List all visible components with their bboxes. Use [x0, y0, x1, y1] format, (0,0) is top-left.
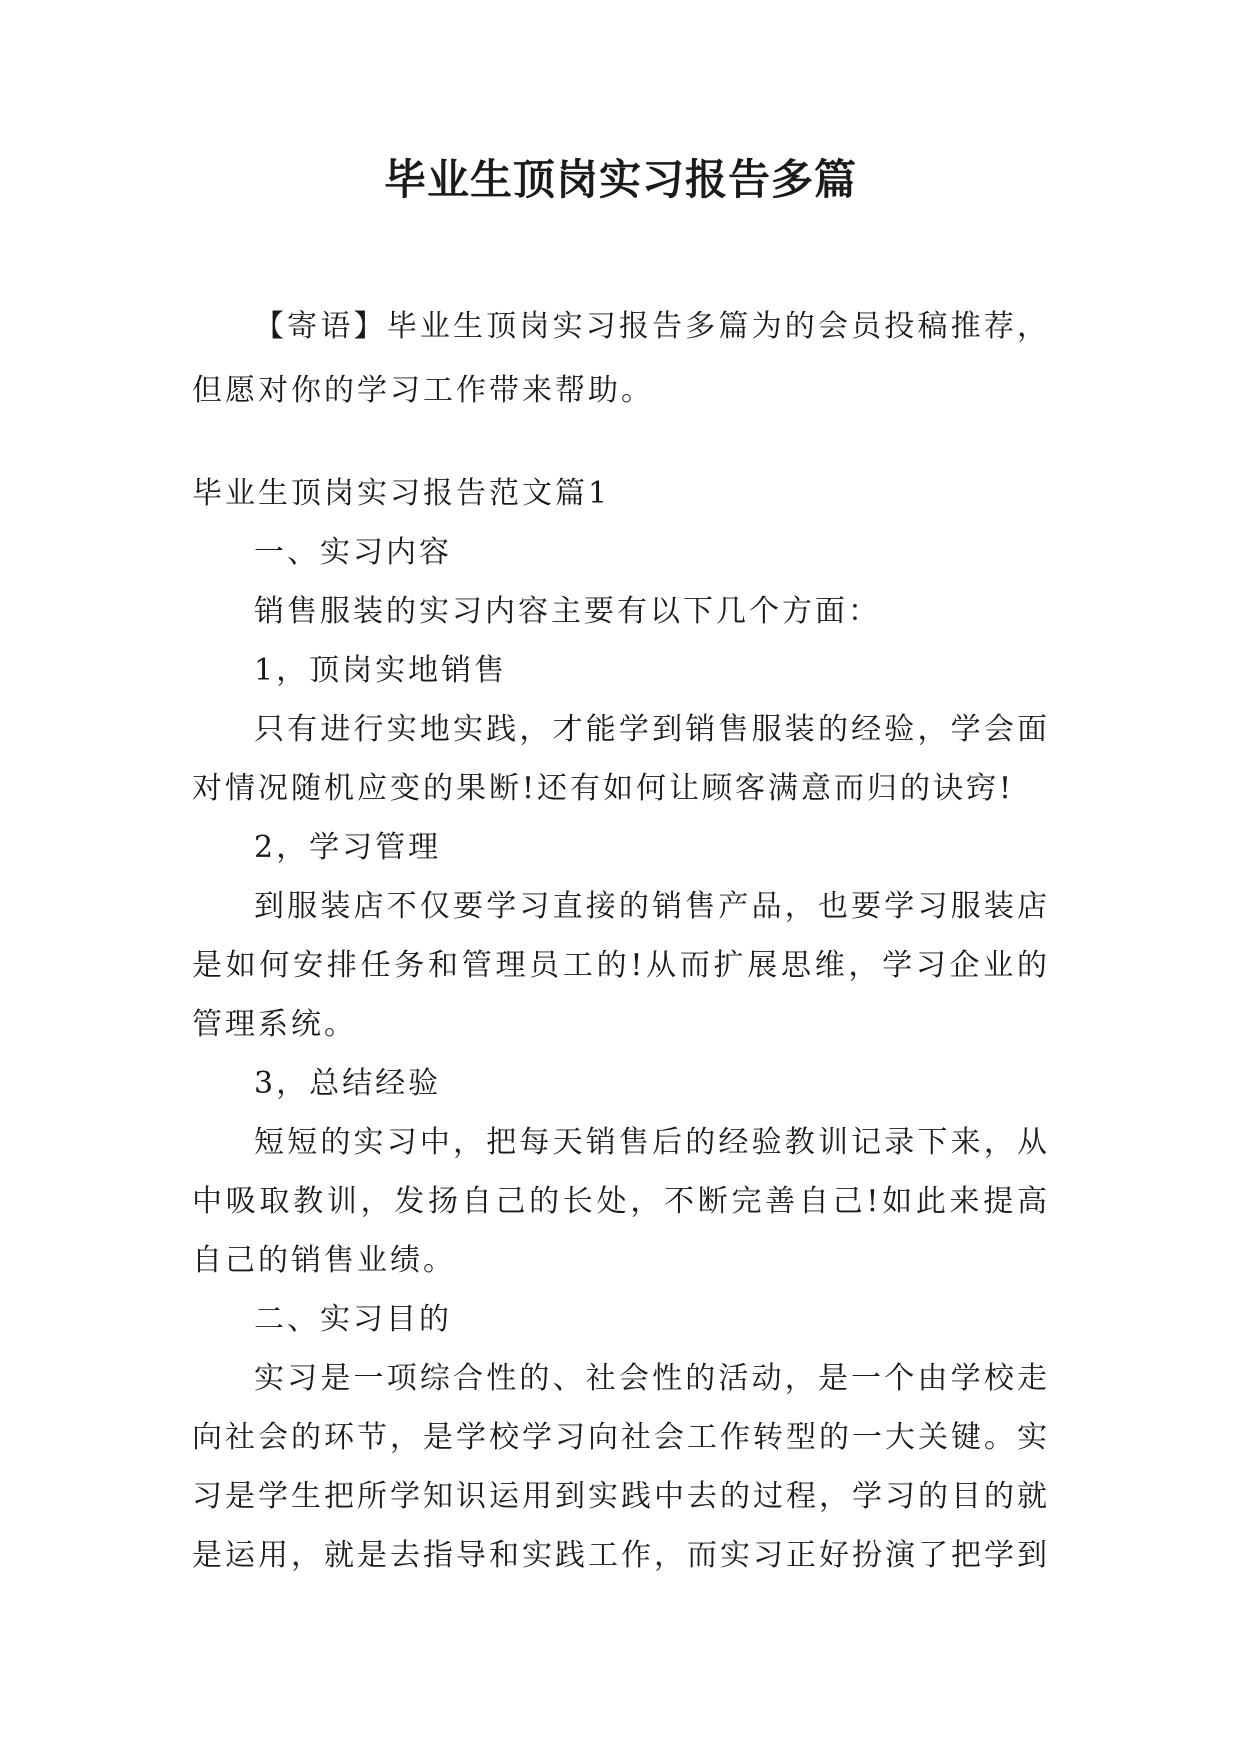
article-section — [192, 464, 1050, 1585]
section-heading-content: 一、实习内容 — [254, 535, 452, 570]
paragraph: 销售服装的实习内容主要有以下几个方面： — [254, 594, 881, 629]
list-item-heading: 3，总结经验 — [254, 1066, 442, 1101]
intro-section — [192, 295, 1050, 423]
section-heading-purpose: 二、实习目的 — [254, 1302, 452, 1337]
paragraph: 实习是一项综合性的、社会性的活动，是一个由学校走向社会的环节，是学校学习向社会工作转型的一大关键。实习是学生把所学知识运用到实践中去的过程，学习的目的就是运用，就是去指导和实践工作，而实习正好扮演了把学到 — [192, 1361, 1050, 1573]
paragraph: 短短的实习中，把每天销售后的经验教训记录下来，从中吸取教训，发扬自己的长处，不断完善自己!如此来提高自己的销售业绩。 — [192, 1125, 1050, 1278]
paragraph: 到服装店不仅要学习直接的销售产品，也要学习服装店是如何安排任务和管理员工的!从而扩展思维，学习企业的管理系统。 — [192, 889, 1050, 1042]
intro-paragraph: 【寄语】毕业生顶岗实习报告多篇为的会员投稿推荐，但愿对你的学习工作带来帮助。 — [192, 309, 1050, 408]
paragraph: 只有进行实地实践，才能学到销售服装的经验，学会面对情况随机应变的果断!还有如何让顾客满意而归的诀窍! — [192, 712, 1050, 806]
document-title: 毕业生顶岗实习报告多篇 — [383, 155, 857, 204]
list-item-heading: 1，顶岗实地销售 — [254, 653, 508, 688]
list-item-heading: 2，学习管理 — [254, 830, 442, 865]
article-heading: 毕业生顶岗实习报告范文篇1 — [192, 476, 611, 511]
